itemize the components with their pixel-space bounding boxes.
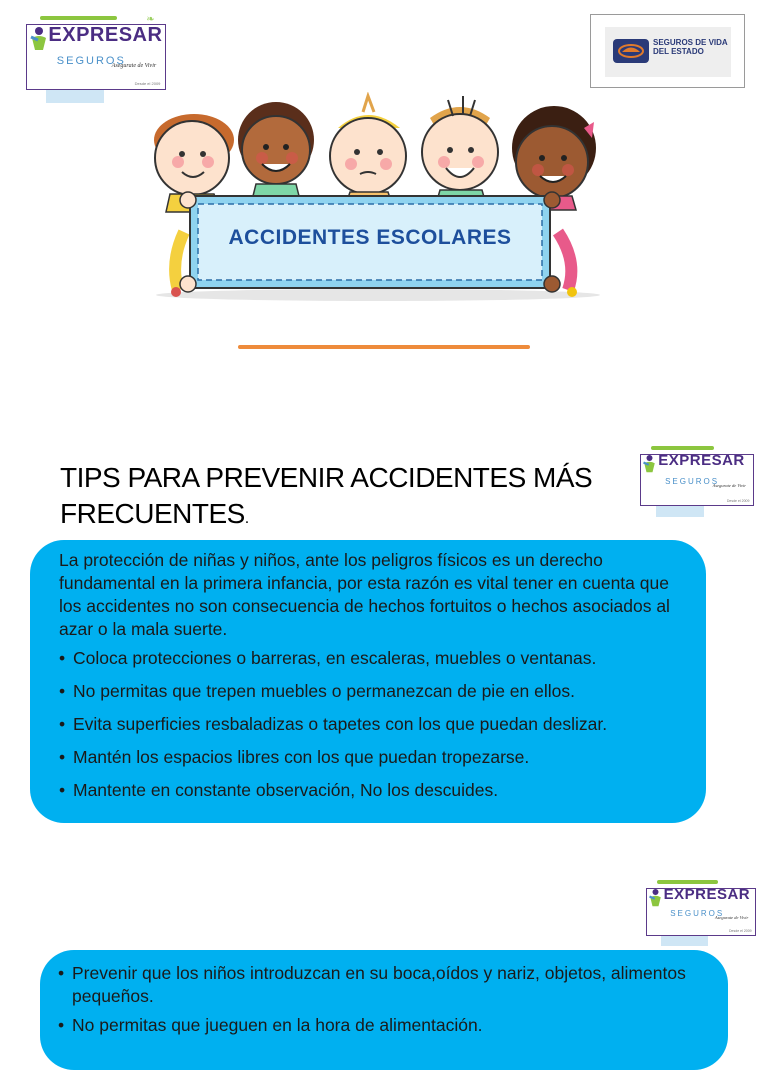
- logo-tagline: Asegurate de Vivir: [111, 63, 157, 70]
- logo-subtitle: SEGUROS: [670, 909, 725, 919]
- list-item: • Mantente en constante observación, No los descuides.: [59, 779, 686, 802]
- list-item: • No permitas que trepen muebles o permanezcan de pie en ellos.: [59, 680, 686, 703]
- section-title-period: .: [244, 510, 249, 527]
- logo-green-bar: [651, 446, 714, 450]
- logo-since: Desde el 2009: [729, 928, 752, 933]
- section-title: [60, 460, 620, 537]
- list-item: • Evita superficies resbaladizas o tapetes con los que puedan deslizar.: [59, 713, 686, 736]
- list-item: • Prevenir que los niños introduzcan en su boca,oídos y nariz, objetos, alimentos pequeños.: [58, 962, 708, 1008]
- list-item: • Mantén los espacios libres con los que puedan tropezarse.: [59, 746, 686, 769]
- tips-list: [59, 647, 686, 802]
- list-item: • No permitas que jueguen en la hora de alimentación.: [58, 1014, 708, 1037]
- logo-since: Desde el 2009: [134, 81, 161, 87]
- hero-title: ACCIDENTES ESCOLARES: [228, 226, 512, 249]
- person-icon: [642, 454, 657, 474]
- logo-tagline: Asegurate de Vivir: [712, 483, 747, 489]
- person-icon: [29, 26, 49, 52]
- expresar-logo-small: [640, 446, 754, 506]
- tips-list: [58, 962, 708, 1037]
- orange-divider: [238, 345, 530, 349]
- person-icon: [648, 888, 663, 908]
- section-title-text: TIPS PARA PREVENIR ACCIDENTES MÁS FRECUENTES: [60, 462, 593, 529]
- partner-logo-text: SEGUROS DE VIDA DEL ESTADO: [653, 38, 728, 56]
- list-item: • Coloca protecciones o barreras, en escaleras, muebles o ventanas.: [59, 647, 686, 670]
- logo-wordmark: EXPRESAR: [658, 452, 745, 470]
- partner-logo: [590, 14, 745, 88]
- tips-card: [30, 540, 706, 823]
- kids-holding-banner-illustration: [148, 92, 608, 317]
- logo-green-bar: [657, 880, 718, 884]
- logo-subtitle: SEGUROS: [665, 477, 720, 487]
- expresar-logo-small: [646, 880, 756, 936]
- leaf-icon: ❧: [146, 14, 155, 25]
- partner-logo-panel: [605, 27, 731, 77]
- lamp-emblem-icon: [613, 39, 649, 63]
- logo-wordmark: EXPRESAR: [663, 885, 751, 903]
- tips-intro: La protección de niñas y niños, ante los peligros físicos es un derecho fundamental en la primera infancia, por esta razón es vital tener en cuenta que los accidentes no son consecuencia de hechos fortuitos o hechos asociados al azar o la mala suerte.: [59, 550, 670, 639]
- logo-since: Desde el 2009: [726, 498, 750, 503]
- logo-wordmark: EXPRESAR: [48, 23, 163, 46]
- expresar-logo: [26, 16, 166, 90]
- tips-card-continued: [40, 950, 728, 1070]
- logo-green-bar: [40, 16, 117, 20]
- logo-tagline: Asegurate de Vivir: [714, 914, 749, 920]
- logo-subtitle: SEGUROS: [56, 54, 126, 67]
